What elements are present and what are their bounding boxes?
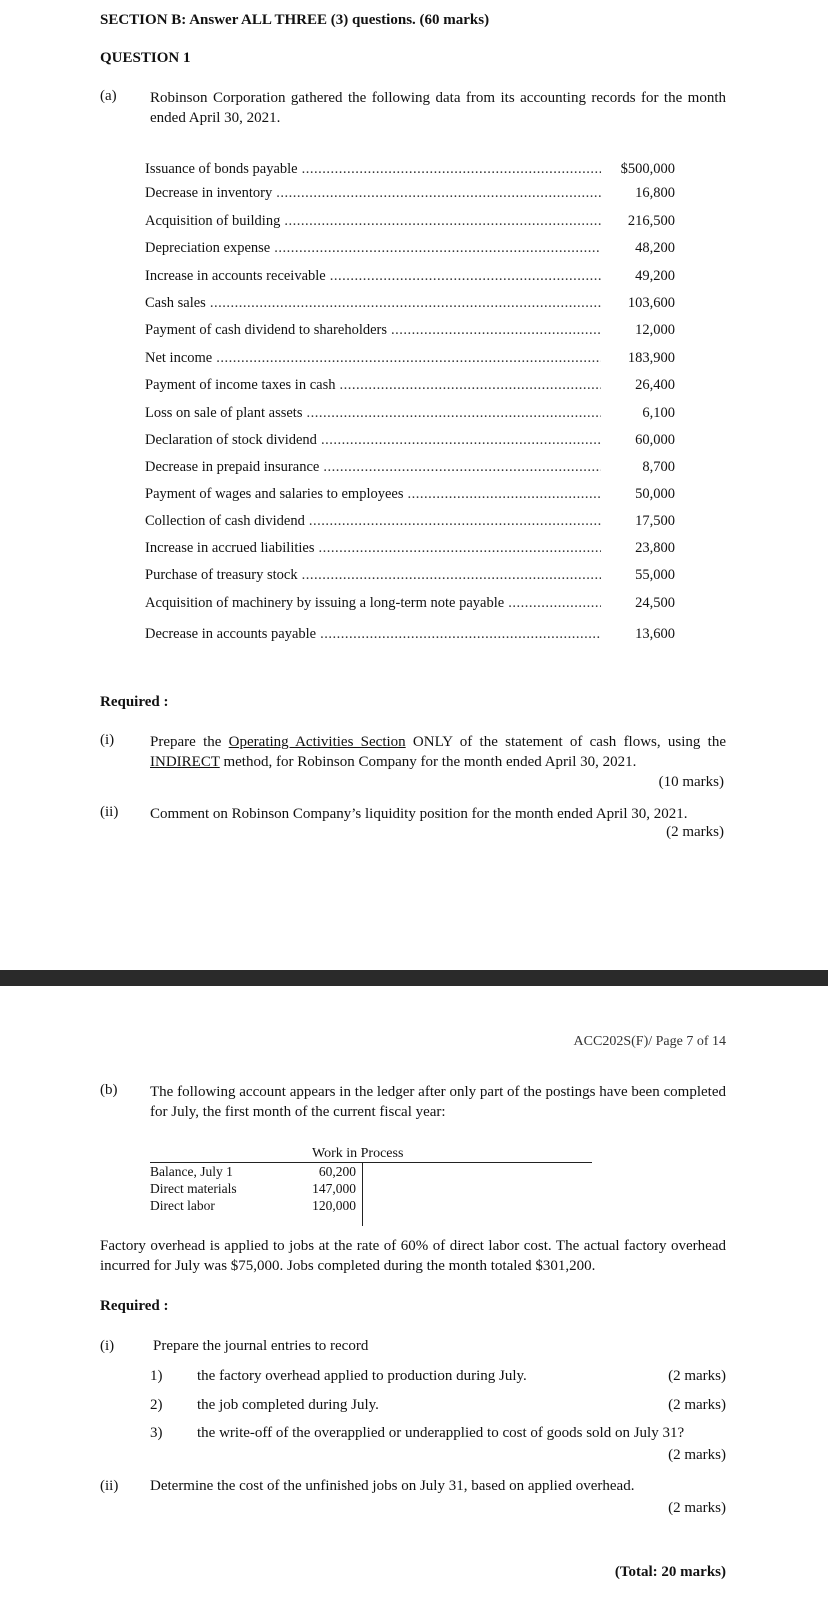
list-item xyxy=(145,595,675,615)
item-amount: 55,000 xyxy=(635,567,675,583)
req-i-num: (i) xyxy=(100,732,115,748)
req-i-text: Prepare the Operating Activities Section ONLY of the statement of cash flows, using the INDIRECT method, for Robinson Company for the month ended April 30, 2021. xyxy=(150,734,727,770)
list-item xyxy=(145,295,675,315)
total-marks: (Total: 20 marks) xyxy=(614,1564,726,1580)
b-req-i-num: (i) xyxy=(100,1338,115,1354)
req-ii-text: Comment on Robinson Company’s liquidity position for the month ended April 30, 2021. xyxy=(150,806,688,822)
item-amount: 50,000 xyxy=(635,486,675,502)
item-amount: 183,900 xyxy=(627,350,675,366)
list-item xyxy=(145,459,675,479)
part-a-intro: Robinson Corporation gathered the following data from its accounting records for the month ended April 30, 2021. xyxy=(150,90,726,126)
req-ii-num: (ii) xyxy=(100,804,119,820)
sub-1-num: 1) xyxy=(150,1368,163,1384)
list-item xyxy=(145,540,675,560)
item-label: Decrease in prepaid insurance xyxy=(145,459,320,475)
item-amount: 216,500 xyxy=(627,213,675,229)
item-label: Payment of wages and salaries to employees xyxy=(145,486,404,502)
item-amount: 12,000 xyxy=(635,322,675,338)
list-item xyxy=(145,322,675,342)
item-label: Payment of cash dividend to shareholders xyxy=(145,322,388,338)
section-title: SECTION B: Answer ALL THREE (3) questions. (60 marks) xyxy=(100,12,490,28)
part-a-label: (a) xyxy=(100,88,117,104)
item-label: Increase in accrued liabilities xyxy=(145,540,315,556)
part-b-label: (b) xyxy=(100,1082,118,1098)
item-amount: 48,200 xyxy=(635,240,675,256)
work-in-process-account xyxy=(150,1146,592,1228)
list-item xyxy=(145,161,675,181)
account-row-label: Balance, July 1 xyxy=(150,1164,233,1179)
item-amount: 60,000 xyxy=(635,432,675,448)
list-item xyxy=(145,268,675,288)
item-label: Loss on sale of plant assets xyxy=(145,405,303,421)
item-amount: 13,600 xyxy=(635,626,675,642)
item-amount: 26,400 xyxy=(635,377,675,393)
item-label: Decrease in inventory xyxy=(145,185,273,201)
req-ii-marks: (2 marks) xyxy=(666,824,724,840)
item-amount: 24,500 xyxy=(635,595,675,611)
item-label: Declaration of stock dividend xyxy=(145,432,317,448)
sub-3-marks: (2 marks) xyxy=(668,1447,726,1463)
account-row-amount: 60,200 xyxy=(318,1164,356,1179)
list-item xyxy=(145,240,675,260)
overhead-text: Factory overhead is applied to jobs at the rate of 60% of direct labor cost. The actual factory overhead incurred for July was $75,000. Jobs completed during the month totaled $301,200. xyxy=(100,1238,726,1274)
sub-1-marks: (2 marks) xyxy=(668,1368,726,1384)
account-row-label: Direct labor xyxy=(150,1198,215,1213)
b-req-ii-text: Determine the cost of the unfinished jobs on July 31, based on applied overhead. xyxy=(150,1478,635,1494)
account-top-rule xyxy=(150,1162,592,1163)
list-item xyxy=(145,486,675,506)
account-row-amount: 147,000 xyxy=(312,1181,356,1196)
sub-1-text: the factory overhead applied to production during July. xyxy=(197,1368,527,1384)
account-row-amount: 120,000 xyxy=(312,1198,356,1213)
page-footer: ACC202S(F)/ Page 7 of 14 xyxy=(573,1034,726,1049)
sub-3-num: 3) xyxy=(150,1425,163,1441)
item-label: Acquisition of machinery by issuing a long-term note payable xyxy=(145,595,505,611)
list-item xyxy=(145,626,675,646)
indirect-underline: INDIRECT xyxy=(150,754,220,770)
operating-activities-underline: Operating Activities Section xyxy=(228,734,406,750)
item-label: Purchase of treasury stock xyxy=(145,567,298,583)
list-item xyxy=(145,185,675,205)
item-amount: 103,600 xyxy=(627,295,675,311)
item-label: Cash sales xyxy=(145,295,206,311)
account-row-label: Direct materials xyxy=(150,1181,237,1196)
required-label-b: Required : xyxy=(100,1298,169,1314)
account-center-rule xyxy=(362,1162,363,1226)
item-amount: 49,200 xyxy=(635,268,675,284)
list-item xyxy=(145,567,675,587)
account-title: Work in Process xyxy=(312,1146,404,1161)
b-req-ii-marks: (2 marks) xyxy=(668,1500,726,1516)
sub-2-text: the job completed during July. xyxy=(197,1397,379,1413)
item-label: Acquisition of building xyxy=(145,213,281,229)
list-item xyxy=(145,350,675,370)
list-item xyxy=(145,432,675,452)
item-amount: 16,800 xyxy=(635,185,675,201)
sub-2-marks: (2 marks) xyxy=(668,1397,726,1413)
item-label: Depreciation expense xyxy=(145,240,271,256)
part-b-intro: The following account appears in the ledger after only part of the postings have been completed for July, the first month of the current fiscal year: xyxy=(150,1084,726,1120)
item-amount: 6,100 xyxy=(642,405,675,421)
item-label: Issuance of bonds payable xyxy=(145,161,298,177)
item-amount: $500,000 xyxy=(620,161,675,177)
item-label: Collection of cash dividend xyxy=(145,513,305,529)
item-label: Increase in accounts receivable xyxy=(145,268,326,284)
question-title: QUESTION 1 xyxy=(100,50,191,66)
item-amount: 23,800 xyxy=(635,540,675,556)
req-i-marks: (10 marks) xyxy=(658,774,724,790)
item-amount: 17,500 xyxy=(635,513,675,529)
list-item xyxy=(145,377,675,397)
item-label: Decrease in accounts payable xyxy=(145,626,317,642)
list-item xyxy=(145,513,675,533)
sub-3-text: the write-off of the overapplied or underapplied to cost of goods sold on July 31? xyxy=(197,1425,685,1441)
item-amount: 8,700 xyxy=(642,459,675,475)
b-req-ii-num: (ii) xyxy=(100,1478,119,1494)
item-label: Payment of income taxes in cash xyxy=(145,377,336,393)
list-item xyxy=(145,213,675,233)
sub-2-num: 2) xyxy=(150,1397,163,1413)
list-item xyxy=(145,405,675,425)
page-gap xyxy=(0,970,828,986)
b-req-i-text: Prepare the journal entries to record xyxy=(153,1338,369,1354)
required-label: Required : xyxy=(100,694,169,710)
item-label: Net income xyxy=(145,350,213,366)
